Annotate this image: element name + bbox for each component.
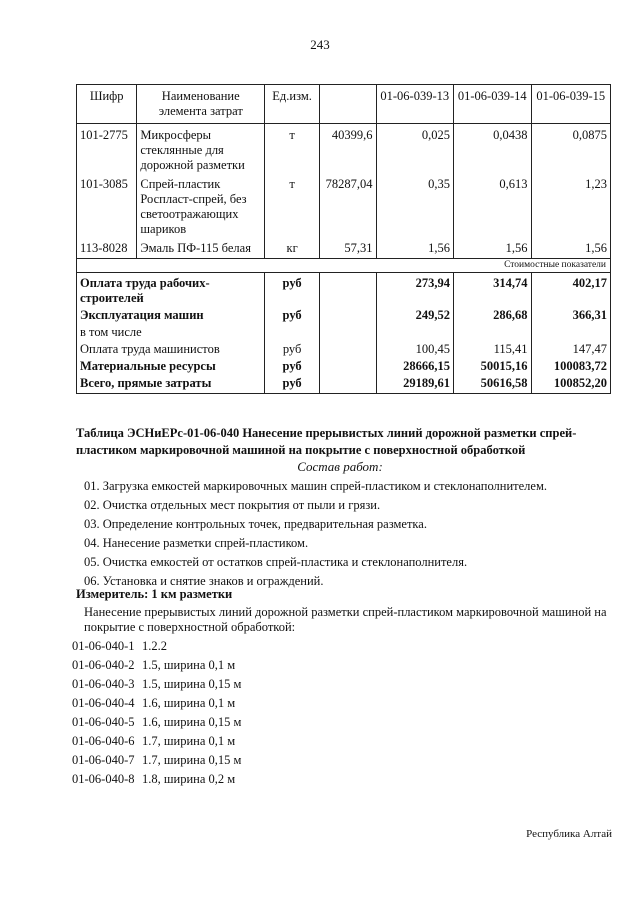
summary-name: Всего, прямые затраты [77, 375, 265, 394]
list-item: 06. Установка и снятие знаков и ограждений. [84, 574, 324, 588]
material-code: 113-8028 [77, 239, 137, 259]
code-number: 01-06-040-5 [72, 715, 135, 729]
measure-unit: Измеритель: 1 км разметки [76, 587, 233, 601]
material-unit: т [265, 124, 320, 176]
list-item: 01. Загрузка емкостей маркировочных машин спрей-пластиком и стеклонаполнителем. [84, 479, 548, 493]
material-value: 0,025 [376, 124, 453, 176]
code-number: 01-06-040-8 [72, 772, 135, 786]
section-description: Нанесение прерывистых линий дорожной разметки спрей-пластиком маркировочной машиной на покрытие с поверхностной обработкой: [84, 605, 607, 634]
code-number: 01-06-040-1 [72, 639, 135, 653]
material-value: 0,35 [376, 175, 453, 239]
list-item [72, 637, 241, 656]
table-header-row [77, 85, 611, 124]
summary-value: 100852,20 [531, 375, 611, 394]
table-row [77, 273, 611, 308]
summary-unit: руб [265, 307, 320, 324]
summary-value: 402,17 [531, 273, 611, 308]
code-number: 01-06-040-6 [72, 734, 135, 748]
material-value: 0,0438 [454, 124, 531, 176]
header-code: Шифр [77, 85, 137, 124]
table-row [77, 124, 611, 176]
code-text: 1.6, ширина 0,1 м [142, 696, 236, 710]
list-item: 04. Нанесение разметки спрей-пластиком. [84, 536, 309, 550]
list-item [72, 770, 241, 789]
summary-empty [320, 273, 376, 308]
summary-value: 29189,61 [376, 375, 453, 394]
code-text: 1.6, ширина 0,15 м [142, 715, 242, 729]
summary-value: 273,94 [376, 273, 453, 308]
region-footer: Республика Алтай [526, 828, 612, 840]
summary-value: 115,41 [454, 341, 531, 358]
code-number: 01-06-040-7 [72, 753, 135, 767]
summary-unit: руб [265, 341, 320, 358]
summary-value: 147,47 [531, 341, 611, 358]
table-row [77, 175, 611, 239]
summary-name: Эксплуатация машин [77, 307, 265, 324]
summary-value: 28666,15 [376, 358, 453, 375]
material-code: 101-2775 [77, 124, 137, 176]
header-price [320, 85, 376, 124]
summary-value: 286,68 [454, 307, 531, 324]
table-row [77, 307, 611, 324]
material-price: 78287,04 [320, 175, 376, 239]
summary-empty [320, 341, 376, 358]
header-col-14: 01-06-039-14 [454, 85, 531, 124]
list-item: 03. Определение контрольных точек, предварительная разметка. [84, 517, 427, 531]
list-item [72, 694, 241, 713]
list-item [72, 732, 241, 751]
material-value: 0,0875 [531, 124, 611, 176]
summary-value [454, 324, 531, 341]
summary-empty [320, 307, 376, 324]
table-row [77, 358, 611, 375]
table-subheader-row [77, 259, 611, 273]
cost-indicators-subheader: Стоимостные показатели [77, 259, 611, 273]
code-text: 1.5, ширина 0,15 м [142, 677, 242, 691]
code-text: 1.7, ширина 0,1 м [142, 734, 236, 748]
list-item [72, 656, 241, 675]
list-item: 02. Очистка отдельных мест покрытия от пыли и грязи. [84, 498, 381, 512]
material-value: 1,56 [531, 239, 611, 259]
summary-name: Материальные ресурсы [77, 358, 265, 375]
material-unit: кг [265, 239, 320, 259]
material-price: 40399,6 [320, 124, 376, 176]
summary-value [376, 324, 453, 341]
material-price: 57,31 [320, 239, 376, 259]
summary-unit: руб [265, 273, 320, 308]
code-text: 1.8, ширина 0,2 м [142, 772, 236, 786]
cost-table [76, 84, 611, 394]
table-row [77, 324, 611, 341]
code-text: 1.7, ширина 0,15 м [142, 753, 242, 767]
summary-value: 100083,72 [531, 358, 611, 375]
summary-value: 314,74 [454, 273, 531, 308]
material-value: 0,613 [454, 175, 531, 239]
summary-empty [320, 358, 376, 375]
material-value: 1,56 [454, 239, 531, 259]
summary-value: 366,31 [531, 307, 611, 324]
summary-name: Оплата труда рабочих-строителей [77, 273, 265, 308]
code-text: 1.5, ширина 0,1 м [142, 658, 236, 672]
table-heading: Таблица ЭСНиЕРс-01-06-040 Нанесение прерывистых линий дорожной разметки спрей-пластиком маркировочной машиной на покрытие с поверхностной обработкой [76, 426, 577, 457]
summary-value: 100,45 [376, 341, 453, 358]
material-value: 1,23 [531, 175, 611, 239]
header-col-15: 01-06-039-15 [531, 85, 611, 124]
summary-value: 249,52 [376, 307, 453, 324]
list-item [72, 675, 241, 694]
summary-unit: руб [265, 375, 320, 394]
summary-empty [320, 324, 376, 341]
table-row [77, 239, 611, 259]
list-item [72, 751, 241, 770]
header-unit: Ед.изм. [265, 85, 320, 124]
code-number: 01-06-040-4 [72, 696, 135, 710]
table-row [77, 341, 611, 358]
material-unit: т [265, 175, 320, 239]
summary-empty [320, 375, 376, 394]
code-number: 01-06-040-2 [72, 658, 135, 672]
list-item: 05. Очистка емкостей от остатков спрей-пластика и стеклонаполнителя. [84, 555, 468, 569]
summary-value: 50616,58 [454, 375, 531, 394]
summary-name: Оплата труда машинистов [77, 341, 265, 358]
works-list [84, 477, 547, 591]
header-name: Наименование элемента затрат [137, 85, 265, 124]
list-item [72, 713, 241, 732]
works-title: Состав работ: [297, 459, 383, 474]
summary-unit: руб [265, 358, 320, 375]
material-name: Спрей-пластик Роспласт-спрей, без светоотражающих шариков [137, 175, 265, 239]
code-number: 01-06-040-3 [72, 677, 135, 691]
material-name: Эмаль ПФ-115 белая [137, 239, 265, 259]
summary-value [531, 324, 611, 341]
code-text: 1.2.2 [142, 639, 167, 653]
summary-value: 50015,16 [454, 358, 531, 375]
page-number: 243 [310, 37, 330, 52]
material-name: Микросферы стеклянные для дорожной разметки [137, 124, 265, 176]
summary-name: в том числе [77, 324, 265, 341]
code-list [72, 637, 241, 789]
table-row [77, 375, 611, 394]
material-value: 1,56 [376, 239, 453, 259]
summary-unit [265, 324, 320, 341]
header-col-13: 01-06-039-13 [376, 85, 453, 124]
material-code: 101-3085 [77, 175, 137, 239]
